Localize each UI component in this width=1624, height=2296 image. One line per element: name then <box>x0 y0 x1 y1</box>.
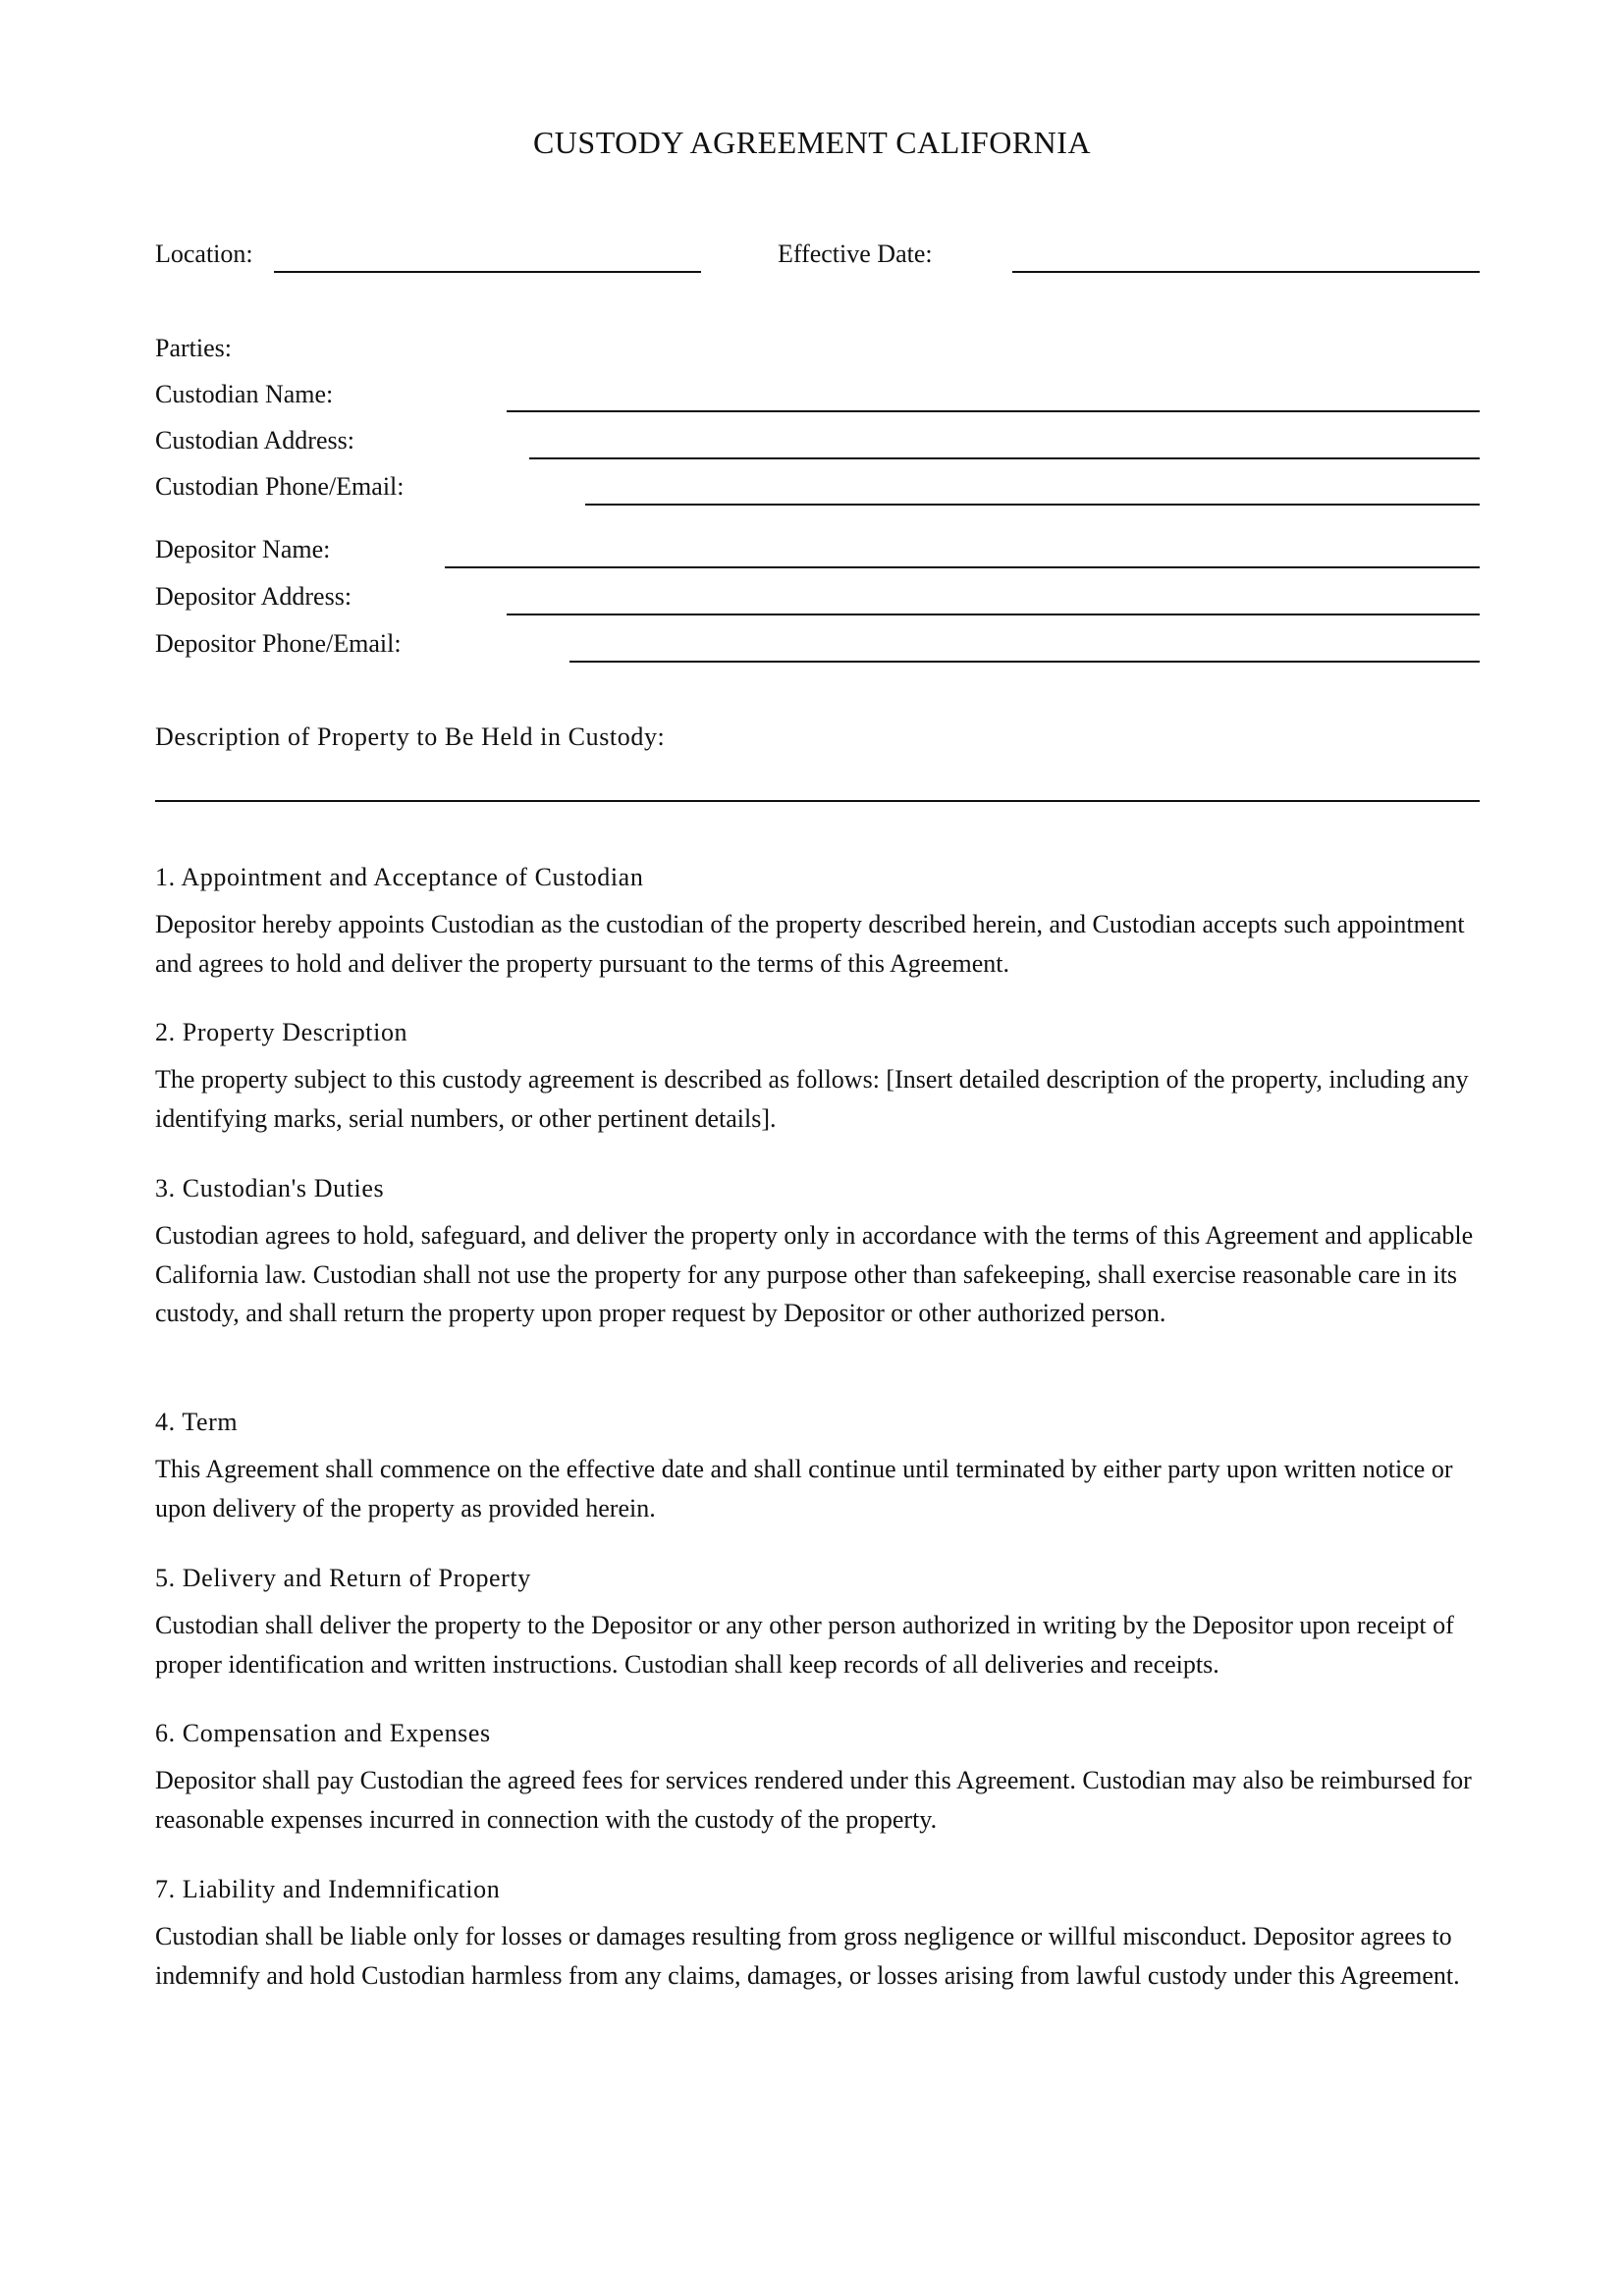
section-4-heading: 4. Term <box>155 1408 239 1436</box>
custodian-address-field[interactable] <box>529 457 1480 459</box>
depositor-contact-field[interactable] <box>569 661 1480 663</box>
section-3-body: Custodian agrees to hold, safeguard, and deliver the property only in accordance with the terms of this Agreement and applicable California law. Custodian shall not use the property for any purpose other than safekeeping, shall exercise reasonable care in its custody, and shall return the property upon proper request by Depositor or other authorized person. <box>155 1221 1474 1327</box>
location-label: Location: <box>155 240 253 268</box>
section-5-heading: 5. Delivery and Return of Property <box>155 1564 531 1592</box>
effective-date-field[interactable] <box>1012 271 1480 273</box>
depositor-address-label: Depositor Address: <box>155 582 352 611</box>
depositor-address-field[interactable] <box>507 614 1480 615</box>
property-description-field[interactable] <box>155 800 1480 802</box>
property-description-label: Description of Property to Be Held in Custody: <box>155 722 666 751</box>
section-5-body: Custodian shall deliver the property to the Depositor or any other person authorized in writing by the Depositor upon receipt of proper identification and written instructions. Custodian shall keep records of all deliveries and receipts. <box>155 1611 1454 1679</box>
section-2-body: The property subject to this custody agreement is described as follows: [Insert detailed description of the property, including any identifying marks, serial numbers, or other pertinent details]. <box>155 1065 1469 1133</box>
parties-heading: Parties: <box>155 334 232 362</box>
section-1-heading: 1. Appointment and Acceptance of Custodian <box>155 863 644 891</box>
section-3-heading: 3. Custodian's Duties <box>155 1174 385 1202</box>
document-title: CUSTODY AGREEMENT CALIFORNIA <box>532 125 1092 160</box>
custodian-contact-label: Custodian Phone/Email: <box>155 472 405 501</box>
section-6-body: Depositor shall pay Custodian the agreed fees for services rendered under this Agreement. Custodian may also be reimbursed for reasonable expenses incurred in connection with the custody of the property. <box>155 1766 1472 1834</box>
section-1-body: Depositor hereby appoints Custodian as the custodian of the property described herein, and Custodian accepts such appointment and agrees to hold and deliver the property pursuant to the terms of this Agreement. <box>155 910 1465 978</box>
depositor-name-field[interactable] <box>445 566 1480 568</box>
effective-date-label: Effective Date: <box>778 240 933 268</box>
depositor-contact-label: Depositor Phone/Email: <box>155 629 402 658</box>
custodian-address-label: Custodian Address: <box>155 426 354 454</box>
section-4-body: This Agreement shall commence on the effective date and shall continue until terminated by either party upon written notice or upon delivery of the property as provided herein. <box>155 1455 1453 1522</box>
section-2-heading: 2. Property Description <box>155 1018 408 1046</box>
location-field[interactable] <box>274 271 701 273</box>
section-6-heading: 6. Compensation and Expenses <box>155 1719 491 1747</box>
depositor-name-label: Depositor Name: <box>155 535 331 563</box>
custodian-name-field[interactable] <box>507 410 1480 412</box>
section-7-body: Custodian shall be liable only for losses or damages resulting from gross negligence or willful misconduct. Depositor agrees to indemnify and hold Custodian harmless from any claims, damages, or losses arising from lawful custody under this Agreement. <box>155 1922 1460 1990</box>
section-7-heading: 7. Liability and Indemnification <box>155 1875 501 1903</box>
custodian-contact-field[interactable] <box>585 504 1480 506</box>
custodian-name-label: Custodian Name: <box>155 380 334 408</box>
